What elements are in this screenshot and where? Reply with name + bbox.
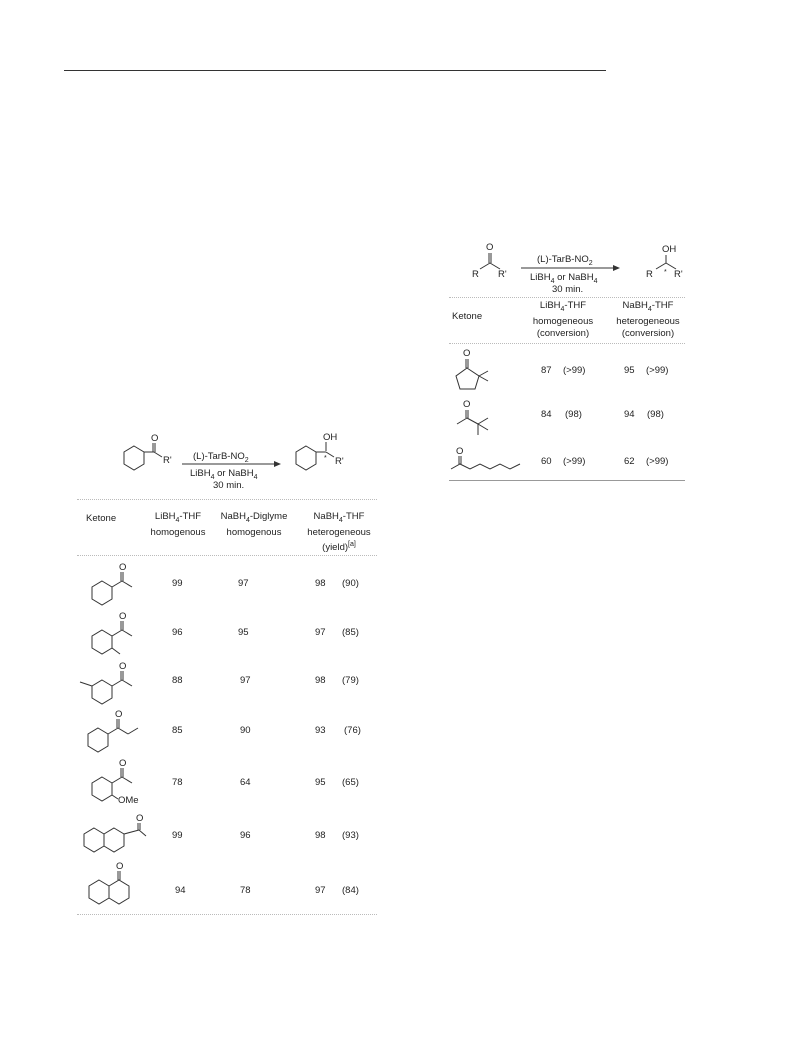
t1-header-col1: LiBH$_4$-THF homogenous [150, 511, 206, 538]
t1-alc-r-label: R' [335, 456, 344, 467]
t1-row7-c2: 78 [240, 885, 251, 896]
t2-row3-c1: 60 [541, 456, 552, 467]
t1-row7-o: O [116, 861, 124, 872]
t2-row3-o: O [456, 446, 464, 457]
t1-conditions: LiBH$_4$ or NaBH$_4$ [190, 468, 258, 481]
t1-time: 30 min. [213, 480, 245, 491]
t1-header-ketone: Ketone [86, 513, 117, 524]
t1-row2-c1: 96 [172, 627, 183, 638]
t2-row1-c1: 87 [541, 365, 552, 376]
t2-row2-c2: 94 [624, 409, 635, 420]
t1-row1-o: O [119, 562, 127, 573]
t1-row6-yield: (93) [342, 830, 359, 841]
t2-row1-c2: 95 [624, 365, 635, 376]
t2-row2-structure [450, 398, 510, 438]
t1-row2-structure [84, 610, 154, 660]
t1-row7-c3: 97 [315, 885, 326, 896]
page-top-rule [64, 70, 606, 71]
t1-reaction-arrow [182, 461, 282, 467]
t2-row2-c2c: (98) [647, 409, 664, 420]
t1-row3-yield: (79) [342, 675, 359, 686]
t2-row3-structure [448, 445, 538, 475]
t1-row4-yield: (76) [344, 725, 361, 736]
t1-row2-yield: (85) [342, 627, 359, 638]
t1-row1-c2: 97 [238, 578, 249, 589]
t1-r-label: R' [163, 455, 172, 466]
t1-o-label: O [151, 433, 159, 444]
table1-scheme-ketone [114, 433, 189, 473]
t1-row1-yield: (90) [342, 578, 359, 589]
t2-reagent: $(L)-TarB-NO_2$ [537, 254, 593, 267]
t1-row5-c2: 64 [240, 777, 251, 788]
t2-header-ketone: Ketone [452, 311, 483, 322]
t1-row3-c2: 97 [240, 675, 251, 686]
t2-header-col2: NaBH$_4$-THF heterogeneous (conversion) [616, 300, 680, 339]
t2-header-rule [449, 343, 685, 344]
t2-r-right: R' [498, 269, 507, 280]
t1-row4-c1: 85 [172, 725, 183, 736]
t1-header-col2: NaBH$_4$-Diglyme homogenous [220, 511, 288, 538]
t1-row6-structure [80, 812, 160, 857]
t1-row6-o: O [136, 813, 144, 824]
t1-top-rule [77, 499, 377, 500]
t2-oh-label: OH [662, 244, 677, 255]
t1-row3-c1: 88 [172, 675, 183, 686]
t2-row2-o: O [463, 399, 471, 410]
table2-scheme-alcohol [640, 243, 700, 283]
t1-row5-c1: 78 [172, 777, 183, 788]
t1-row3-c3: 98 [315, 675, 326, 686]
table1-scheme-alcohol [286, 430, 361, 475]
t1-row5-o: O [119, 758, 127, 769]
t1-row4-c2: 90 [240, 725, 251, 736]
t1-row6-c2: 96 [240, 830, 251, 841]
t1-row2-o: O [119, 611, 127, 622]
t1-row2-c3: 97 [315, 627, 326, 638]
t1-row7-structure [80, 860, 155, 910]
t2-header-col1: LiBH$_4$-THF homogeneous (conversion) [532, 300, 594, 339]
t1-row2-c2: 95 [238, 627, 249, 638]
t1-row5-ome: OMe [118, 795, 139, 806]
t1-row5-structure [84, 757, 159, 807]
t1-row3-structure [76, 660, 151, 710]
t2-row3-c2c: (>99) [646, 456, 669, 467]
t2-row3-c1c: (>99) [563, 456, 586, 467]
t2-row2-c1: 84 [541, 409, 552, 420]
t1-oh-label: OH [323, 432, 338, 443]
t1-reagent: $(L)-TarB-NO_2$ [193, 451, 249, 464]
t2-o-label: O [486, 242, 494, 253]
t1-row3-o: O [119, 661, 127, 672]
t1-row6-c3: 98 [315, 830, 326, 841]
t2-top-rule [449, 297, 685, 298]
t1-row4-c3: 93 [315, 725, 326, 736]
t1-star: * [324, 455, 327, 462]
t2-row1-c2c: (>99) [646, 365, 669, 376]
t1-row7-c1: 94 [175, 885, 186, 896]
t1-row1-structure [84, 561, 154, 606]
t1-header-rule [77, 555, 377, 556]
t2-r-left: R [472, 269, 479, 280]
t2-bottom-rule [449, 480, 685, 481]
t1-row1-c1: 99 [172, 578, 183, 589]
t2-conditions: LiBH$_4$ or NaBH$_4$ [530, 272, 598, 285]
t1-row4-structure [80, 708, 155, 753]
t1-row7-yield: (84) [342, 885, 359, 896]
t2-row1-c1c: (>99) [563, 365, 586, 376]
t1-row1-c3: 98 [315, 578, 326, 589]
t2-star: * [664, 269, 667, 276]
t2-row3-c2: 62 [624, 456, 635, 467]
t1-header-col3: NaBH$_4$-THF heterogeneous (yield)[a] [307, 511, 371, 554]
table2-scheme-ketone [466, 243, 526, 283]
t2-alc-r-left: R [646, 269, 653, 280]
t2-row1-o: O [463, 348, 471, 359]
t2-reaction-arrow [521, 265, 621, 271]
t2-row1-structure [450, 347, 510, 392]
t1-row4-o: O [115, 709, 123, 720]
t2-row2-c1c: (98) [565, 409, 582, 420]
t2-alc-r-right: R' [674, 269, 683, 280]
t1-bottom-rule [77, 914, 377, 915]
t1-row6-c1: 99 [172, 830, 183, 841]
t2-time: 30 min. [552, 284, 584, 295]
t1-row5-yield: (65) [342, 777, 359, 788]
t1-row5-c3: 95 [315, 777, 326, 788]
